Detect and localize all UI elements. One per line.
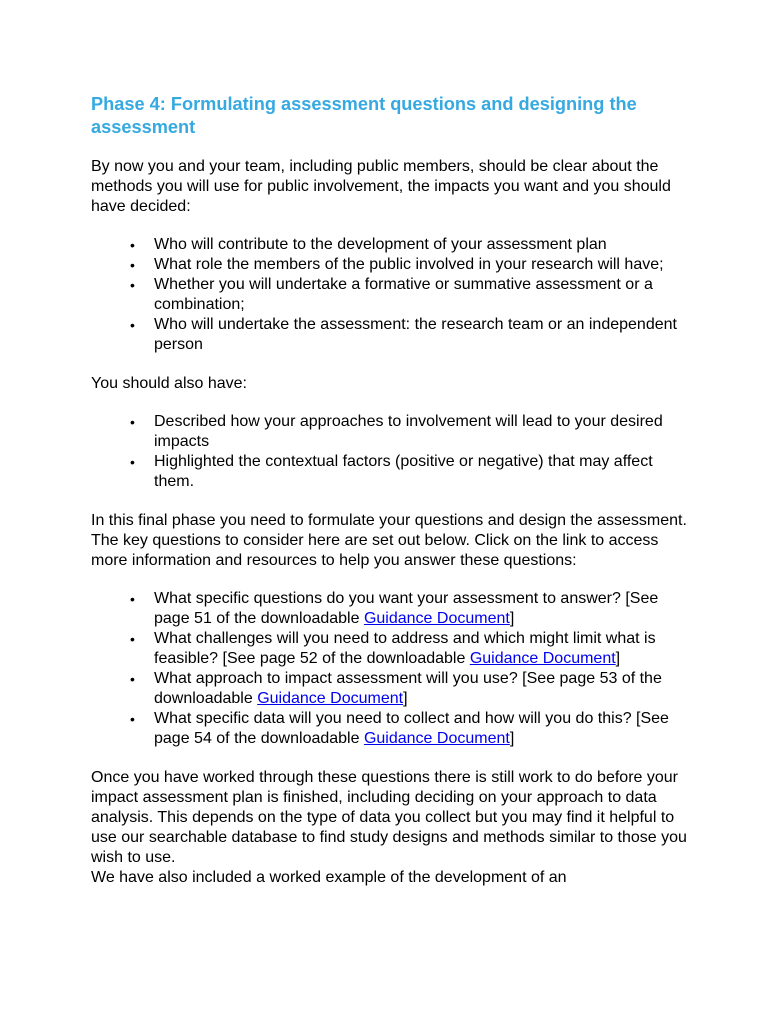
questions-list <box>91 589 688 749</box>
bullet-icon: • <box>130 237 135 253</box>
list-item <box>91 669 688 709</box>
bullet-icon: • <box>130 454 135 470</box>
last-line: We have also included a worked example of the development of an <box>91 869 567 886</box>
list-item-text: Who will contribute to the development of your assessment plan <box>154 236 607 253</box>
bullet-icon: • <box>130 257 135 273</box>
list-item-text: What role the members of the public involved in your research will have; <box>154 256 664 273</box>
guidance-document-link[interactable]: Guidance Document <box>363 610 510 627</box>
list-item-text: Highlighted the contextual factors (positive or negative) that may affect them. <box>154 453 653 490</box>
bracket-close: ] <box>615 650 621 667</box>
bullet-icon: • <box>130 414 135 430</box>
bullet-icon: • <box>130 711 135 727</box>
list-item <box>91 315 688 355</box>
list-item <box>91 412 688 452</box>
question-text: What approach to impact assessment will you use? [See page 53 of the downloadable <box>154 670 662 707</box>
bracket-close: ] <box>509 730 515 747</box>
list-item <box>91 235 688 255</box>
guidance-document-link[interactable]: Guidance Document <box>363 730 510 747</box>
list-item <box>91 709 688 749</box>
bullet-icon: • <box>130 631 135 647</box>
guidance-document-link[interactable]: Guidance Document <box>257 690 404 707</box>
list-item <box>91 275 688 315</box>
list-item <box>91 255 688 275</box>
list-item-text: Who will undertake the assessment: the research team or an independent person <box>154 316 677 353</box>
decided-list <box>91 235 688 355</box>
question-text: What specific data will you need to collect and how will you do this? [See page 54 of the downloadable <box>154 710 669 747</box>
also-have-list <box>91 412 688 492</box>
page-title: Phase 4: Formulating assessment questions and designing the assessment <box>91 94 637 137</box>
bracket-close: ] <box>509 610 515 627</box>
bullet-icon: • <box>130 591 135 607</box>
list-item <box>91 452 688 492</box>
final-phase-paragraph: In this final phase you need to formulate your questions and design the assessment. The key questions to consider here are set out below. Click on the link to access more information and resources to help you answer these questions: <box>91 512 687 569</box>
list-item <box>91 589 688 629</box>
list-item-text: Whether you will undertake a formative or summative assessment or a combination; <box>154 276 653 313</box>
bullet-icon: • <box>130 671 135 687</box>
bullet-icon: • <box>130 277 135 293</box>
also-have-intro: You should also have: <box>91 375 247 392</box>
closing-paragraph: Once you have worked through these questions there is still work to do before your impact assessment plan is finished, including deciding on your approach to data analysis. This depends on the type of data you collect but you may find it helpful to use our searchable database to find study designs and methods similar to those you wish to use. <box>91 769 687 866</box>
question-text: What specific questions do you want your assessment to answer? [See page 51 of the downloadable <box>154 590 659 627</box>
bullet-icon: • <box>130 317 135 333</box>
guidance-document-link[interactable]: Guidance Document <box>469 650 616 667</box>
intro-paragraph: By now you and your team, including public members, should be clear about the methods you will use for public involvement, the impacts you want and you should have decided: <box>91 158 671 215</box>
list-item-text: Described how your approaches to involvement will lead to your desired impacts <box>154 413 663 450</box>
question-text: What challenges will you need to address and which might limit what is feasible? [See page 52 of the downloadable <box>154 630 656 667</box>
list-item <box>91 629 688 669</box>
bracket-close: ] <box>403 690 408 707</box>
